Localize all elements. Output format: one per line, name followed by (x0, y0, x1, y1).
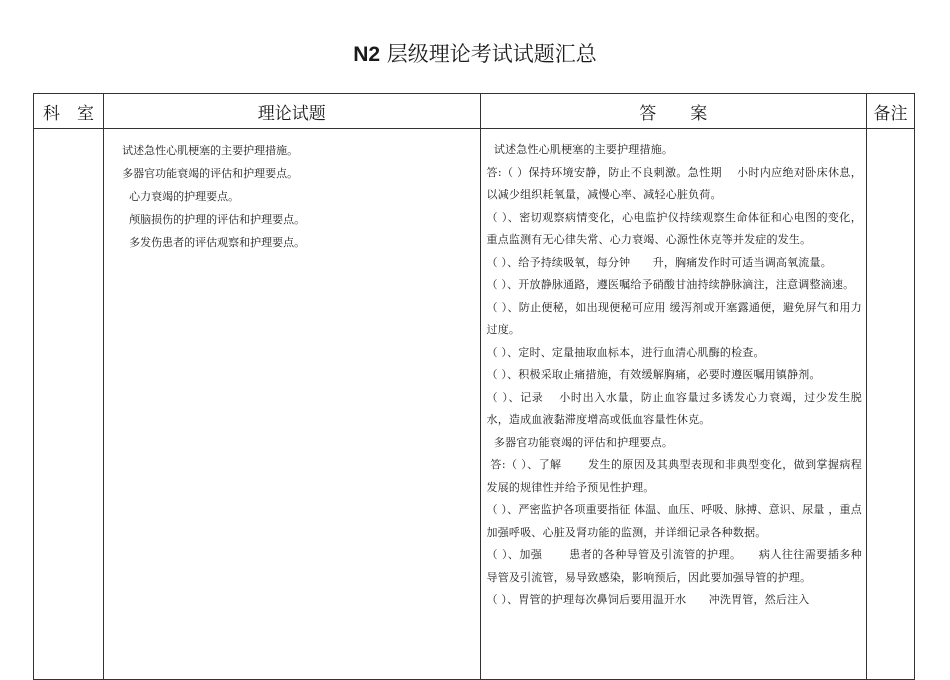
answer-paragraph: （ ）、记录 小时出入水量，防止血容量过多诱发心力衰竭，过少发生脱水，造成血液黏滞度增高或低血容量性休克。 (486, 390, 862, 426)
answer-paragraph: 多器官功能衰竭的评估和护理要点。 (486, 435, 674, 449)
header-department: 科 室 (34, 94, 104, 129)
answer-paragraph: （ ）、积极采取止痛措施，有效缓解胸痛，必要时遵医嘱用镇静剂。 (486, 368, 821, 381)
answer-paragraph: 答:（ ）保持环境安静，防止不良刺激。急性期 小时内应绝对卧床休息，以减少组织耗氧量，减慢心率、减轻心脏负荷。 (486, 165, 862, 201)
department-cell (34, 129, 104, 680)
answer-paragraph: （ ）、严密监护各项重要指征 体温、血压、呼吸、脉搏、意识、尿量 ，重点加强呼吸、心脏及肾功能的监测，并详细记录各种数据。 (486, 503, 862, 539)
answers-cell (480, 129, 866, 680)
question-item: 颅脑损伤的护理的评估和护理要点。 (122, 213, 306, 226)
answer-paragraph: （ ）、密切观察病情变化，心电监护仪持续观察生命体征和心电图的变化，重点监测有无心律失常、心力衰竭、心源性休克等并发症的发生。 (486, 210, 862, 246)
title-prefix: N2 (353, 43, 381, 66)
title-text: 层级理论考试试题汇总 (380, 42, 597, 66)
question-item: 多发伤患者的评估观察和护理要点。 (122, 236, 306, 249)
remarks-cell (866, 129, 914, 680)
answer-paragraph: （ ）、加强 患者的各种导管及引流管的护理。 病人往往需要插多种导管及引流管，易导致感染，影响预后，因此要加强导管的护理。 (486, 548, 862, 584)
question-item: 多器官功能衰竭的评估和护理要点。 (122, 167, 299, 180)
answer-paragraph: （ ）、开放静脉通路，遵医嘱给予硝酸甘油持续静脉滴注，注意调整滴速。 (486, 278, 855, 291)
header-answers: 答 案 (480, 94, 866, 129)
answer-paragraph: （ ）、定时、定量抽取血标本，进行血清心肌酶的检查。 (486, 345, 765, 359)
question-item: 试述急性心肌梗塞的主要护理措施。 (122, 144, 299, 157)
answer-paragraph: （ ）、给予持续吸氧，每分钟 升，胸痛发作时可适当调高氧流量。 (486, 255, 832, 269)
exam-table (33, 93, 915, 680)
questions-cell (104, 129, 480, 680)
question-item: 心力衰竭的护理要点。 (122, 190, 240, 203)
header-remarks: 备注 (866, 94, 914, 129)
answer-paragraph: （ ）、防止便秘，如出现便秘可应用 缓泻剂或开塞露通便，避免屏气和用力过度。 (486, 300, 862, 336)
answer-paragraph: （ ）、胃管的护理每次鼻饲后要用温开水 冲洗胃管，然后注入 (486, 593, 810, 606)
page-title (0, 38, 950, 68)
answer-paragraph: 试述急性心肌梗塞的主要护理措施。 (486, 143, 674, 156)
table-header-row (34, 94, 915, 129)
answer-paragraph: 答:（ ）、了解 发生的原因及其典型表现和非典型变化，做到掌握病程发展的规律性并给予预见性护理。 (486, 458, 862, 494)
header-questions: 理论试题 (104, 94, 480, 129)
table-row (34, 129, 915, 680)
